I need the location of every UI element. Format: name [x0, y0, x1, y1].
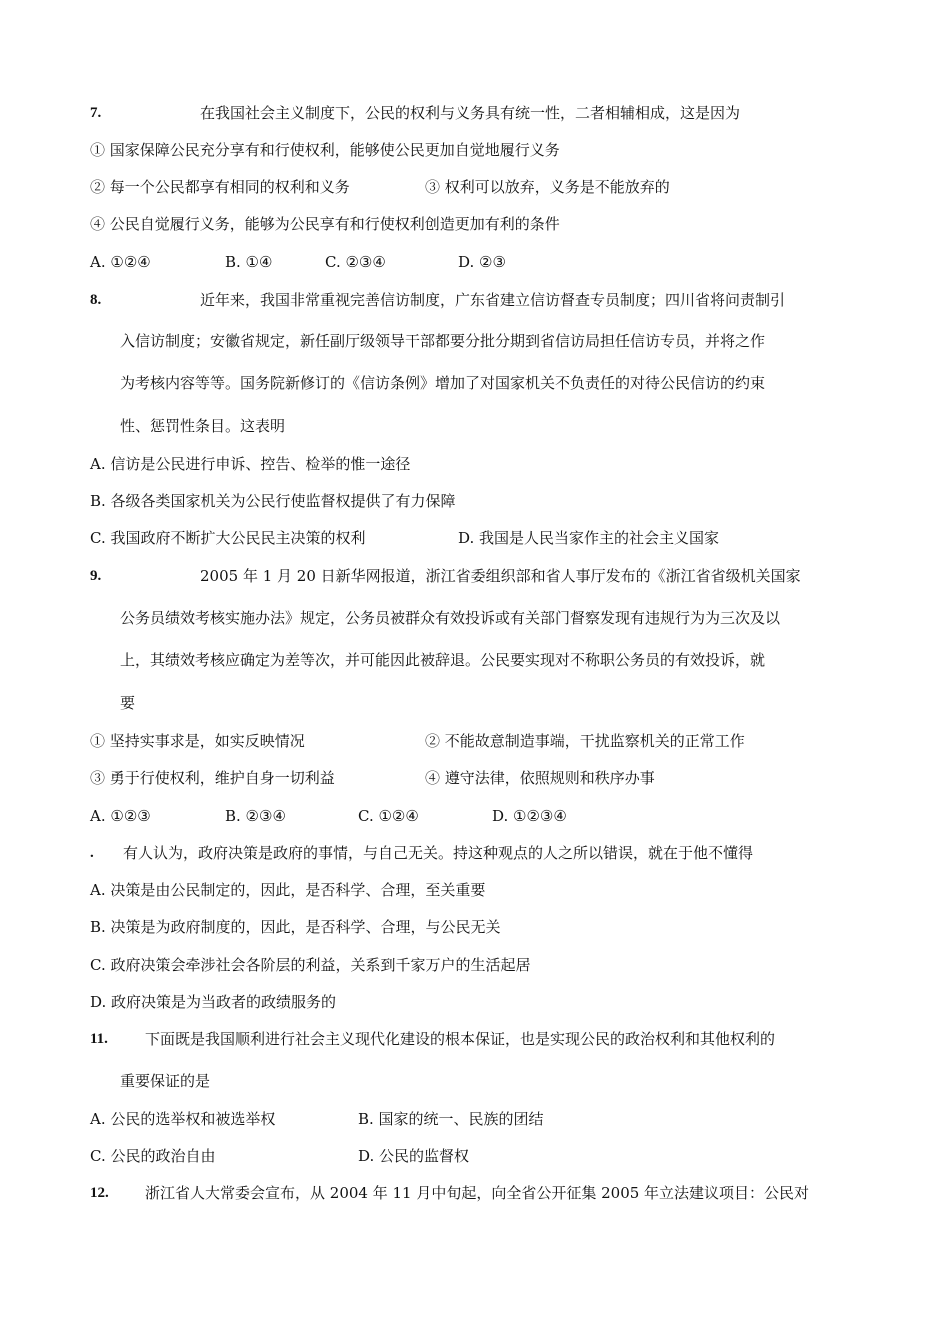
q9-statement-1: ① 坚持实事求是，如实反映情况: [90, 732, 305, 750]
q8-option-b: B. 各级各类国家机关为公民行使监督权提供了有力保障: [90, 492, 456, 510]
q7-option-a: A. ①②④: [90, 253, 151, 271]
q7-statement-2: ② 每一个公民都享有相同的权利和义务: [90, 178, 350, 196]
q11-option-a: A. 公民的选举权和被选举权: [90, 1110, 276, 1128]
q10-option-d: D. 政府决策是为当政者的政绩服务的: [90, 993, 337, 1011]
q7-stem: 在我国社会主义制度下，公民的权利与义务具有统一性，二者相辅相成，这是因为: [200, 104, 741, 122]
q10-option-a: A. 决策是由公民制定的，因此，是否科学、合理，至关重要: [90, 881, 486, 899]
q9-stem-line-2: 公务员绩效考核实施办法》规定，公务员被群众有效投诉或有关部门督察发现有违规行为为三次及以: [120, 609, 781, 627]
q11-number: 11.: [90, 1031, 108, 1047]
q8-option-a: A. 信访是公民进行申诉、控告、检举的惟一途径: [90, 455, 411, 473]
q9-statement-3: ③ 勇于行使权利，维护自身一切利益: [90, 769, 335, 787]
q9-option-d: D. ①②③④: [492, 807, 567, 825]
q7-number: 7.: [90, 105, 102, 121]
q11-option-c: C. 公民的政治自由: [90, 1147, 216, 1165]
q9-stem-line-3: 上，其绩效考核应确定为差等次，并可能因此被辞退。公民要实现对不称职公务员的有效投诉，就: [120, 651, 766, 669]
q12-number: 12.: [90, 1185, 109, 1201]
q11-option-b: B. 国家的统一、民族的团结: [358, 1110, 544, 1128]
q8-stem-line-4: 性、惩罚性条目。这表明: [120, 417, 286, 435]
q10-option-c: C. 政府决策会牵涉社会各阶层的利益，关系到千家万户的生活起居: [90, 956, 531, 974]
q10-number: .: [90, 845, 94, 861]
q7-statement-3: ③ 权利可以放弃，义务是不能放弃的: [425, 178, 670, 196]
q11-stem-line-1: 下面既是我国顺利进行社会主义现代化建设的根本保证，也是实现公民的政治权利和其他权利的: [145, 1030, 776, 1048]
q10-option-b: B. 决策是为政府制度的，因此，是否科学、合理，与公民无关: [90, 918, 501, 936]
q9-option-b: B. ②③④: [225, 807, 286, 825]
q9-statement-4: ④ 遵守法律，依照规则和秩序办事: [425, 769, 655, 787]
q8-number: 8.: [90, 292, 102, 308]
q9-stem-line-1: 2005 年 1 月 20 日新华网报道，浙江省委组织部和省人事厅发布的《浙江省省级机关国家: [200, 567, 801, 585]
q12-stem-line-1: 浙江省人大常委会宣布，从 2004 年 11 月中旬起，向全省公开征集 2005 年立法建议项目：公民对: [145, 1184, 810, 1202]
q9-number: 9.: [90, 568, 102, 584]
q9-stem-line-4: 要: [120, 694, 136, 712]
q11-stem-line-2: 重要保证的是: [120, 1072, 211, 1090]
q7-statement-1: ① 国家保障公民充分享有和行使权利，能够使公民更加自觉地履行义务: [90, 141, 560, 159]
q7-option-b: B. ①④: [225, 253, 273, 271]
q8-stem-line-2: 入信访制度；安徽省规定，新任副厅级领导干部都要分批分期到省信访局担任信访专员，并将之作: [120, 332, 766, 350]
q11-option-d: D. 公民的监督权: [358, 1147, 470, 1165]
q8-option-c: C. 我国政府不断扩大公民民主决策的权利: [90, 529, 366, 547]
q8-option-d: D. 我国是人民当家作主的社会主义国家: [458, 529, 720, 547]
q10-stem: 有人认为，政府决策是政府的事情，与自己无关。持这种观点的人之所以错误，就在于他不懂得: [123, 844, 754, 862]
q9-option-a: A. ①②③: [90, 807, 151, 825]
q8-stem-line-3: 为考核内容等等。国务院新修订的《信访条例》增加了对国家机关不负责任的对待公民信访的约束: [120, 374, 766, 392]
q9-option-c: C. ①②④: [358, 807, 419, 825]
q8-stem-line-1: 近年来，我国非常重视完善信访制度，广东省建立信访督查专员制度；四川省将问责制引: [200, 291, 786, 309]
q7-option-c: C. ②③④: [325, 253, 386, 271]
q9-statement-2: ② 不能故意制造事端，干扰监察机关的正常工作: [425, 732, 745, 750]
q7-option-d: D. ②③: [458, 253, 506, 271]
q7-statement-4: ④ 公民自觉履行义务，能够为公民享有和行使权利创造更加有利的条件: [90, 215, 560, 233]
